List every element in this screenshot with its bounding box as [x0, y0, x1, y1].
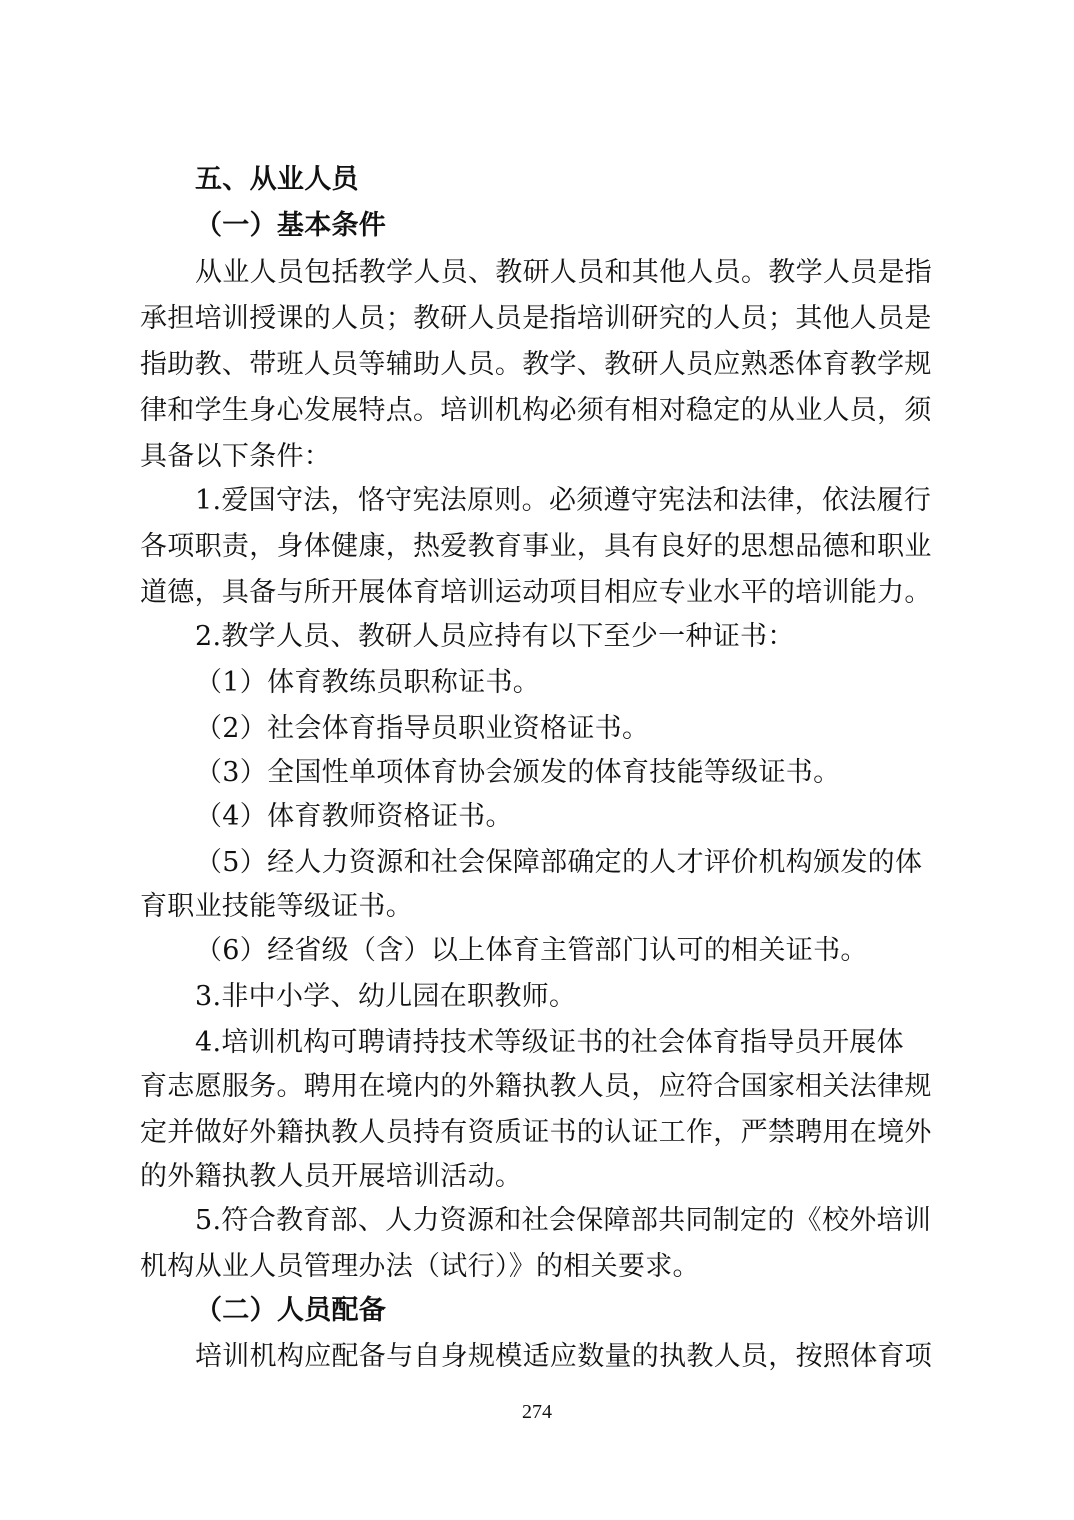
certificate-item-5-line: 育职业技能等级证书。 [140, 891, 413, 922]
list-item-5-line: 5.符合教育部、人力资源和社会保障部共同制定的《校外培训 [195, 1205, 932, 1236]
list-item-1-line: 各项职责，身体健康，热爱教育事业，具有良好的思想品德和职业 [140, 531, 932, 562]
list-item-5-line: 机构从业人员管理办法（试行）》的相关要求。 [140, 1251, 700, 1282]
paragraph-line: 具备以下条件： [140, 441, 332, 472]
paragraph-line: 培训机构应配备与自身规模适应数量的执教人员，按照体育项 [195, 1341, 933, 1372]
list-item-4-line: 定并做好外籍执教人员持有资质证书的认证工作，严禁聘用在境外 [140, 1117, 932, 1148]
subsection-title-staffing: （二）人员配备 [195, 1295, 387, 1326]
list-item-3: 3.非中小学、幼儿园在职教师。 [195, 981, 577, 1012]
certificate-item-5-line: （5）经人力资源和社会保障部确定的人才评价机构颁发的体 [195, 847, 923, 878]
certificate-item-1: （1）体育教练员职称证书。 [195, 667, 541, 698]
page-number: 274 [522, 1401, 552, 1423]
list-item-4-line: 的外籍执教人员开展培训活动。 [140, 1161, 523, 1192]
list-item-4-line: 4.培训机构可聘请持技术等级证书的社会体育指导员开展体 [195, 1027, 904, 1058]
subsection-title-basic-conditions: （一）基本条件 [195, 210, 387, 241]
list-item-1-line: 道德，具备与所开展体育培训运动项目相应专业水平的培训能力。 [140, 577, 932, 608]
paragraph-line: 指助教、带班人员等辅助人员。教学、教研人员应熟悉体育教学规 [140, 349, 932, 380]
paragraph-line: 承担培训授课的人员；教研人员是指培训研究的人员；其他人员是 [140, 303, 932, 334]
paragraph-line: 从业人员包括教学人员、教研人员和其他人员。教学人员是指 [195, 257, 933, 288]
list-item-2: 2.教学人员、教研人员应持有以下至少一种证书： [195, 621, 795, 652]
list-item-4-line: 育志愿服务。聘用在境内的外籍执教人员，应符合国家相关法律规 [140, 1071, 932, 1102]
certificate-item-2: （2）社会体育指导员职业资格证书。 [195, 713, 650, 744]
certificate-item-3: （3）全国性单项体育协会颁发的体育技能等级证书。 [195, 757, 841, 788]
certificate-item-6: （6）经省级（含）以上体育主管部门认可的相关证书。 [195, 935, 868, 966]
list-item-1-line: 1.爱国守法，恪守宪法原则。必须遵守宪法和法律，依法履行 [195, 485, 932, 516]
paragraph-line: 律和学生身心发展特点。培训机构必须有相对稳定的从业人员，须 [140, 395, 932, 426]
certificate-item-4: （4）体育教师资格证书。 [195, 801, 513, 832]
section-title: 五、从业人员 [195, 164, 359, 195]
